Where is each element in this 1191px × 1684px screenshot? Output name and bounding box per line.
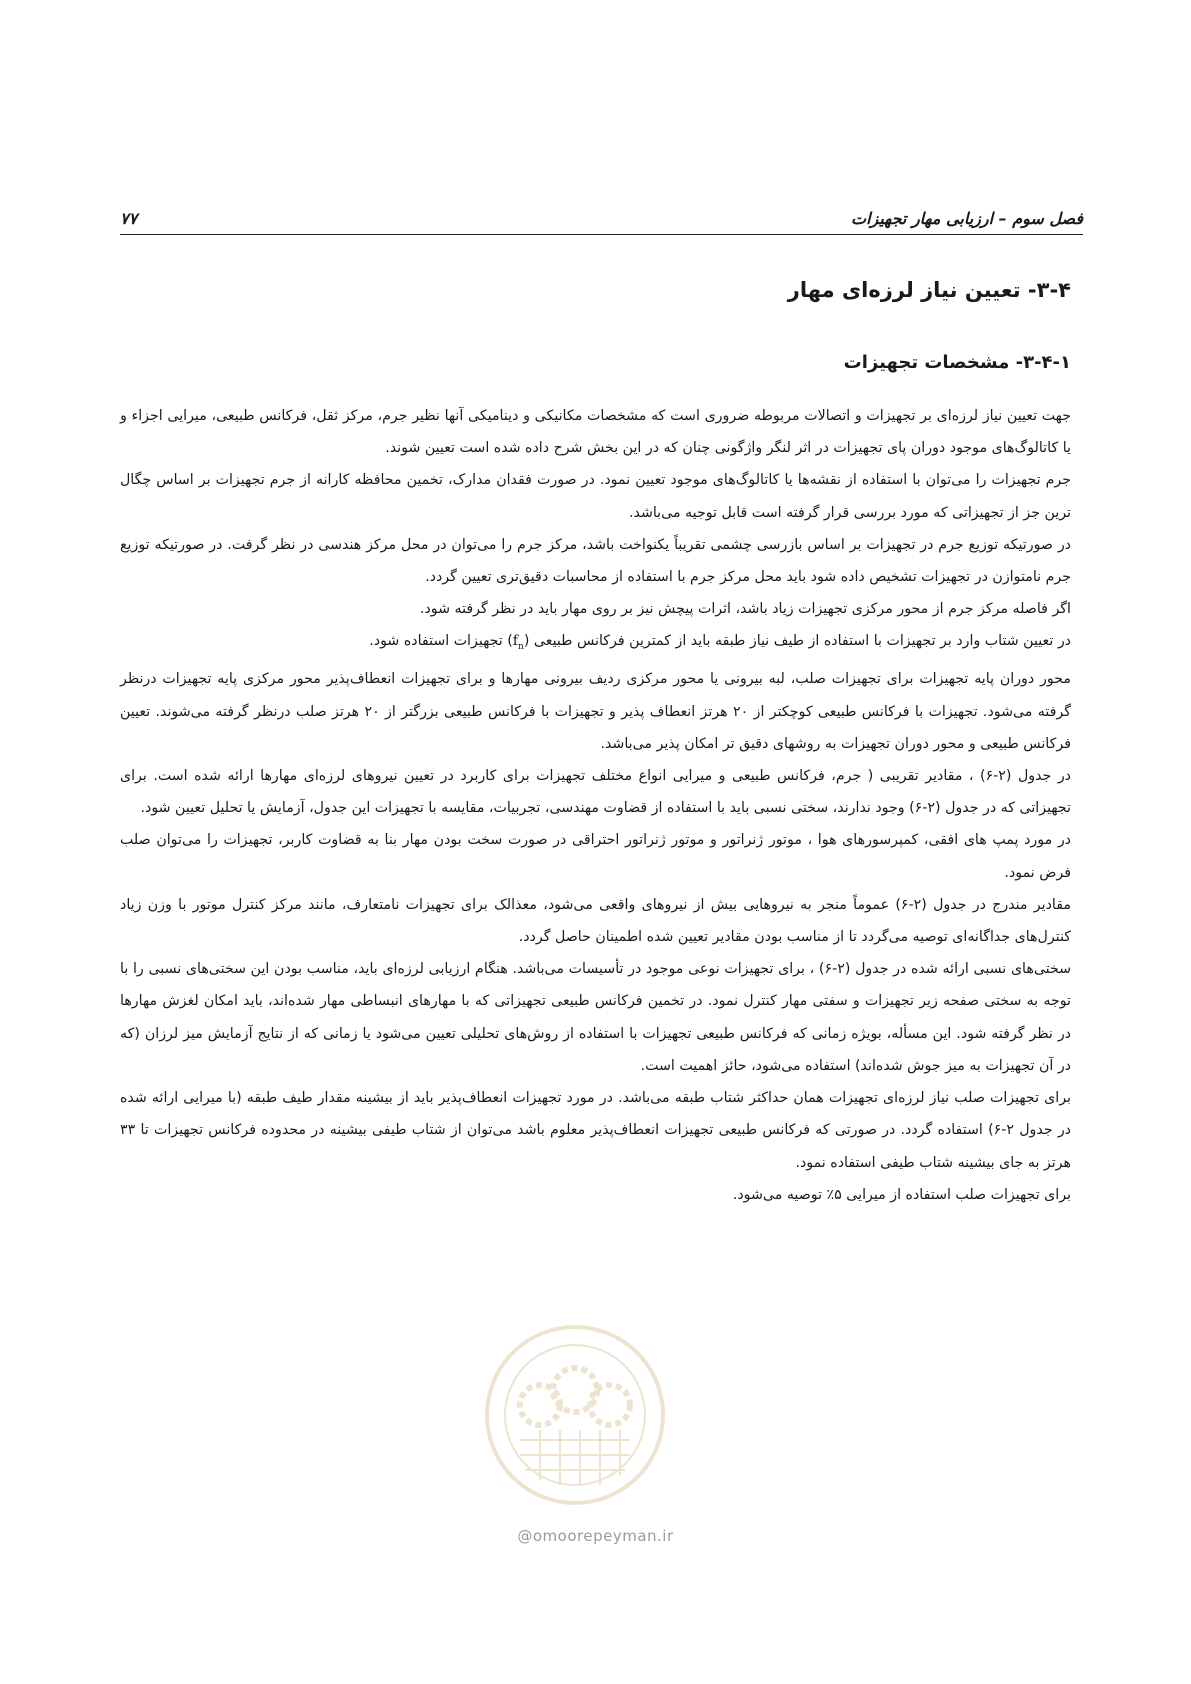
natural-frequency-symbol: $f_n$ <box>512 633 524 653</box>
paragraph: برای تجهیزات صلب استفاده از میرایی ۵٪ توصیه می‌شود. <box>732 1186 1071 1203</box>
paragraph: جهت تعیین نیاز لرزه‌ای بر تجهیزات و اتصالات مربوطه ضروری است که مشخصات مکانیکی و دینامیکی آنها نظیر جرم، مرکز ثقل، فرکانس طبیعی، میرایی اجزاء و یا کاتالوگ‌های موجود دوران پای تجهیزات در اثر لنگر واژگونی چنان که در این بخش شرح داده شده است تعیین شوند. <box>120 408 1071 457</box>
watermark-seal-icon <box>470 1320 680 1510</box>
paragraph: سختی‌های نسبی ارائه شده در جدول (۲-۶) ، برای تجهیزات نوعی موجود در تأسیسات می‌باشد. هنگام ارزیابی لرزه‌ای باید، مناسب بودن این سختی‌های نسبی را با توجه به سختی صفحه زیر تجهیزات و سفتی مهار کنترل نمود. در تخمین فرکانس طبیعی تجهیزاتی که با مهارهای انبساطی مهار شده‌اند، باید امکان لغزش مهارها در نظر گرفته شود. این مسأله، بویژه زمانی که فرکانس طبیعی تجهیزات با استفاده از روش‌های تحلیلی تعیین می‌شود یا زمانی که از نتایج آزمایش میز لرزان (که در آن تجهیزات به میز جوش شده‌اند) استفاده می‌شود، حائز اهمیت است. <box>120 961 1071 1074</box>
page-number: ۷۷ <box>120 209 138 228</box>
paragraph: در صورتیکه توزیع جرم در تجهیزات بر اساس بازرسی چشمی تقریباً یکنواخت باشد، مرکز جرم را می‌توان در محل مرکز هندسی در نظر گرفت. در صورتیکه توزیع جرم نامتوازن در تجهیزات تشخیص داده شود باید محل مرکز جرم با استفاده از محاسبات دقیق‌تری تعیین گردد. <box>120 536 1071 586</box>
paragraph-with-formula: در تعیین شتاب وارد بر تجهیزات با استفاده از طیف نیاز طبقه باید از کمترین فرکانس طبیعی $(f_n)$ تجهیزات استفاده شود. <box>369 633 1071 653</box>
subsection-heading: ۳-۴-۱- مشخصات تجهیزات <box>843 352 1071 373</box>
paragraph: محور دوران پایه تجهیزات برای تجهیزات صلب، لبه بیرونی یا محور مرکزی ردیف بیرونی مهارها و برای تجهیزات انعطاف‌پذیر محور مرکزی پایه تجهیزات درنظر گرفته می‌شود. تجهیزات با فرکانس طبیعی کوچکتر از ۲۰ هرتز انعطاف پذیر و تجهیزات با فرکانس طبیعی بزرگتر از ۲۰ هرتز صلب درنظر گرفته می‌شوند. تعیین فرکانس طبیعی و محور دوران تجهیزات به روشهای دقیق تر امکان پذیر می‌باشد. <box>120 671 1072 752</box>
paragraph-part: تجهیزات استفاده شود. <box>369 633 503 650</box>
paragraph: برای تجهیزات صلب نیاز لرزه‌ای تجهیزات همان حداکثر شتاب طبقه می‌باشد. در مورد تجهیزات انعطاف‌پذیر باید از بیشینه مقدار طیف طبقه (با میرایی ارائه شده در جدول ۲-۶) استفاده گردد. در صورتی که فرکانس طبیعی تجهیزات انعطاف‌پذیر معلوم باشد می‌توان از شتاب طیفی بیشینه در محدوده فرکانس تجهیزات تا ۳۳ هرتز به جای بیشینه شتاب طیفی استفاده نمود. <box>120 1090 1071 1171</box>
body-text <box>120 400 1071 1211</box>
chapter-title: فصل سوم – ارزیابی مهار تجهیزات <box>851 209 1083 228</box>
paragraph: اگر فاصله مرکز جرم از محور مرکزی تجهیزات زیاد باشد، اثرات پیچش نیز بر روی مهار باید در نظر گرفته شود. <box>419 601 1071 618</box>
watermark-url: @omoorepeyman.ir <box>517 1527 674 1545</box>
paragraph: مقادیر مندرج در جدول (۲-۶) عموماً منجر به نیروهایی بیش از نیروهای واقعی می‌شود، معذالک برای تجهیزات نامتعارف، مانند مرکز کنترل موتور با وزن زیاد کنترل‌های جداگانه‌ای توصیه می‌گردد تا از مناسب بودن مقادیر تعیین شده اطمینان حاصل گردد. <box>120 896 1071 946</box>
paragraph: در جدول (۲-۶) ، مقادیر تقریبی ( جرم، فرکانس طبیعی و میرایی انواع مختلف تجهیزات برای کاربرد در تعیین نیروهای لرزه‌ای مهارها ارائه شده است. برای تجهیزاتی که در جدول (۲-۶) وجود ندارند، سختی نسبی باید با استفاده از قضاوت مهندسی، تجربیات، مقایسه با تجهیزات این جدول، آزمایش یا تحلیل تعیین شود. <box>120 768 1071 817</box>
paragraph-part: در تعیین شتاب وارد بر تجهیزات با استفاده از طیف نیاز طبقه باید از کمترین فرکانس طبیعی <box>533 633 1071 650</box>
section-heading: ۳-۴- تعیین نیاز لرزه‌ای مهار <box>787 278 1071 302</box>
at-icon: @ <box>517 1527 533 1545</box>
paragraph: در مورد پمپ های افقی، کمپرسورهای هوا ، موتور ژنراتور و موتور ژنراتور احتراقی در صورت سخت بودن مهار بنا به قضاوت کاربر، تجهیزات را می‌توان صلب فرض نمود. <box>120 832 1071 881</box>
page-header <box>120 198 1083 235</box>
paragraph: جرم تجهیزات را می‌توان با استفاده از نقشه‌ها یا کاتالوگ‌های موجود تعیین نمود. در صورت فقدان مدارک، تخمین محافظه کارانه از جرم تجهیزات بر اساس چگال ترین جز از تجهیزاتی که مورد بررسی قرار گرفته است قابل توجیه می‌باشد. <box>120 472 1071 521</box>
